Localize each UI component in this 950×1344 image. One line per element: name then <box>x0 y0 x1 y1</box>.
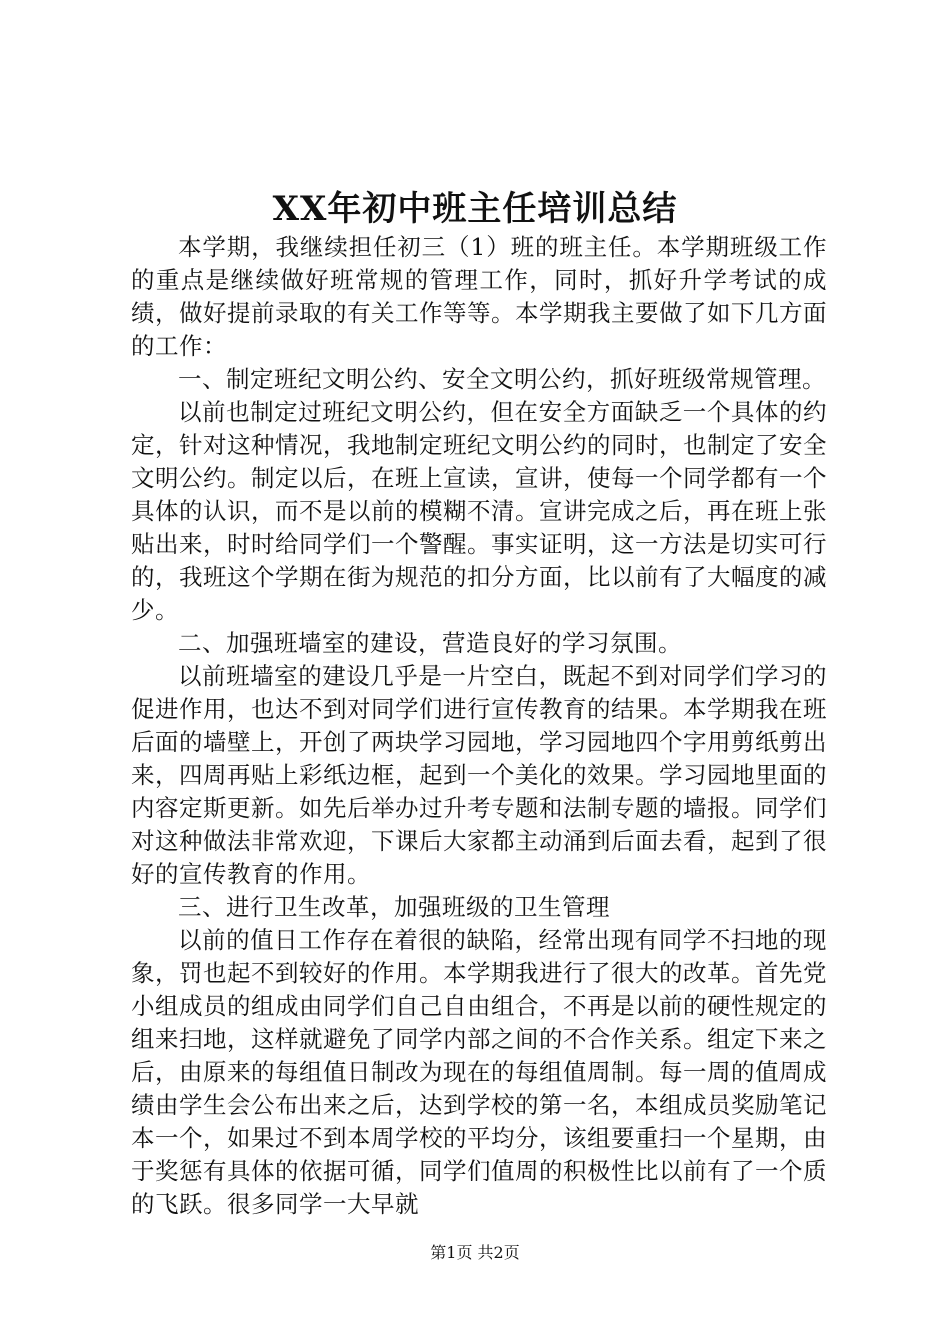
page-footer: 第1页 共2页 <box>430 1243 520 1262</box>
section-heading-2: 二、加强班墙室的建设，营造良好的学习氛围。 <box>178 629 682 657</box>
section-heading-3: 三、进行卫生改革，加强班级的卫生管理 <box>178 893 610 921</box>
document-body <box>131 231 827 1221</box>
paragraph-section-2: 以前班墙室的建设几乎是一片空白，既起不到对同学们学习的促进作用，也达不到对同学们进行宣传教育的结果。本学期我在班后面的墙壁上，开创了两块学习园地，学习园地四个字用剪纸剪出来，四周再贴上彩纸边框，起到一个美化的效果。学习园地里面的内容定斯更新。如先后举办过升考专题和法制专题的墙报。同学们对这种做法非常欢迎，下课后大家都主动涌到后面去看，起到了很好的宣传教育的作用。 <box>131 662 827 888</box>
document-title: XX年初中班主任培训总结 <box>272 189 678 229</box>
paragraph-intro: 本学期，我继续担任初三（1）班的班主任。本学期班级工作的重点是继续做好班常规的管理工作，同时，抓好升学考试的成绩，做好提前录取的有关工作等等。本学期我主要做了如下几方面的工作： <box>131 233 827 360</box>
paragraph-section-1: 以前也制定过班纪文明公约，但在安全方面缺乏一个具体的约定，针对这种情况，我地制定班纪文明公约的同时，也制定了安全文明公约。制定以后，在班上宣读，宣讲，使每一个同学都有一个具体的认识，而不是以前的模糊不清。宣讲完成之后，再在班上张贴出来，时时给同学们一个警醒。事实证明，这一方法是切实可行的，我班这个学期在街为规范的扣分方面，比以前有了大幅度的减少。 <box>131 398 827 624</box>
paragraph-section-3: 以前的值日工作存在着很的缺陷，经常出现有同学不扫地的现象，罚也起不到较好的作用。本学期我进行了很大的改革。首先党小组成员的组成由同学们自己自由组合，不再是以前的硬性规定的组来扫地，这样就避免了同学内部之间的不合作关系。组定下来之后，由原来的每组值日制改为现在的每组值周制。每一周的值周成绩由学生会公布出来之后，达到学校的第一名，本组成员奖励笔记本一个，如果过不到本周学校的平均分，该组要重扫一个星期，由于奖惩有具体的依据可循，同学们值周的积极性比以前有了一个质的飞跃。很多同学一大早就 <box>131 926 827 1218</box>
section-heading-1: 一、制定班纪文明公约、安全文明公约，抓好班级常规管理。 <box>178 365 826 393</box>
